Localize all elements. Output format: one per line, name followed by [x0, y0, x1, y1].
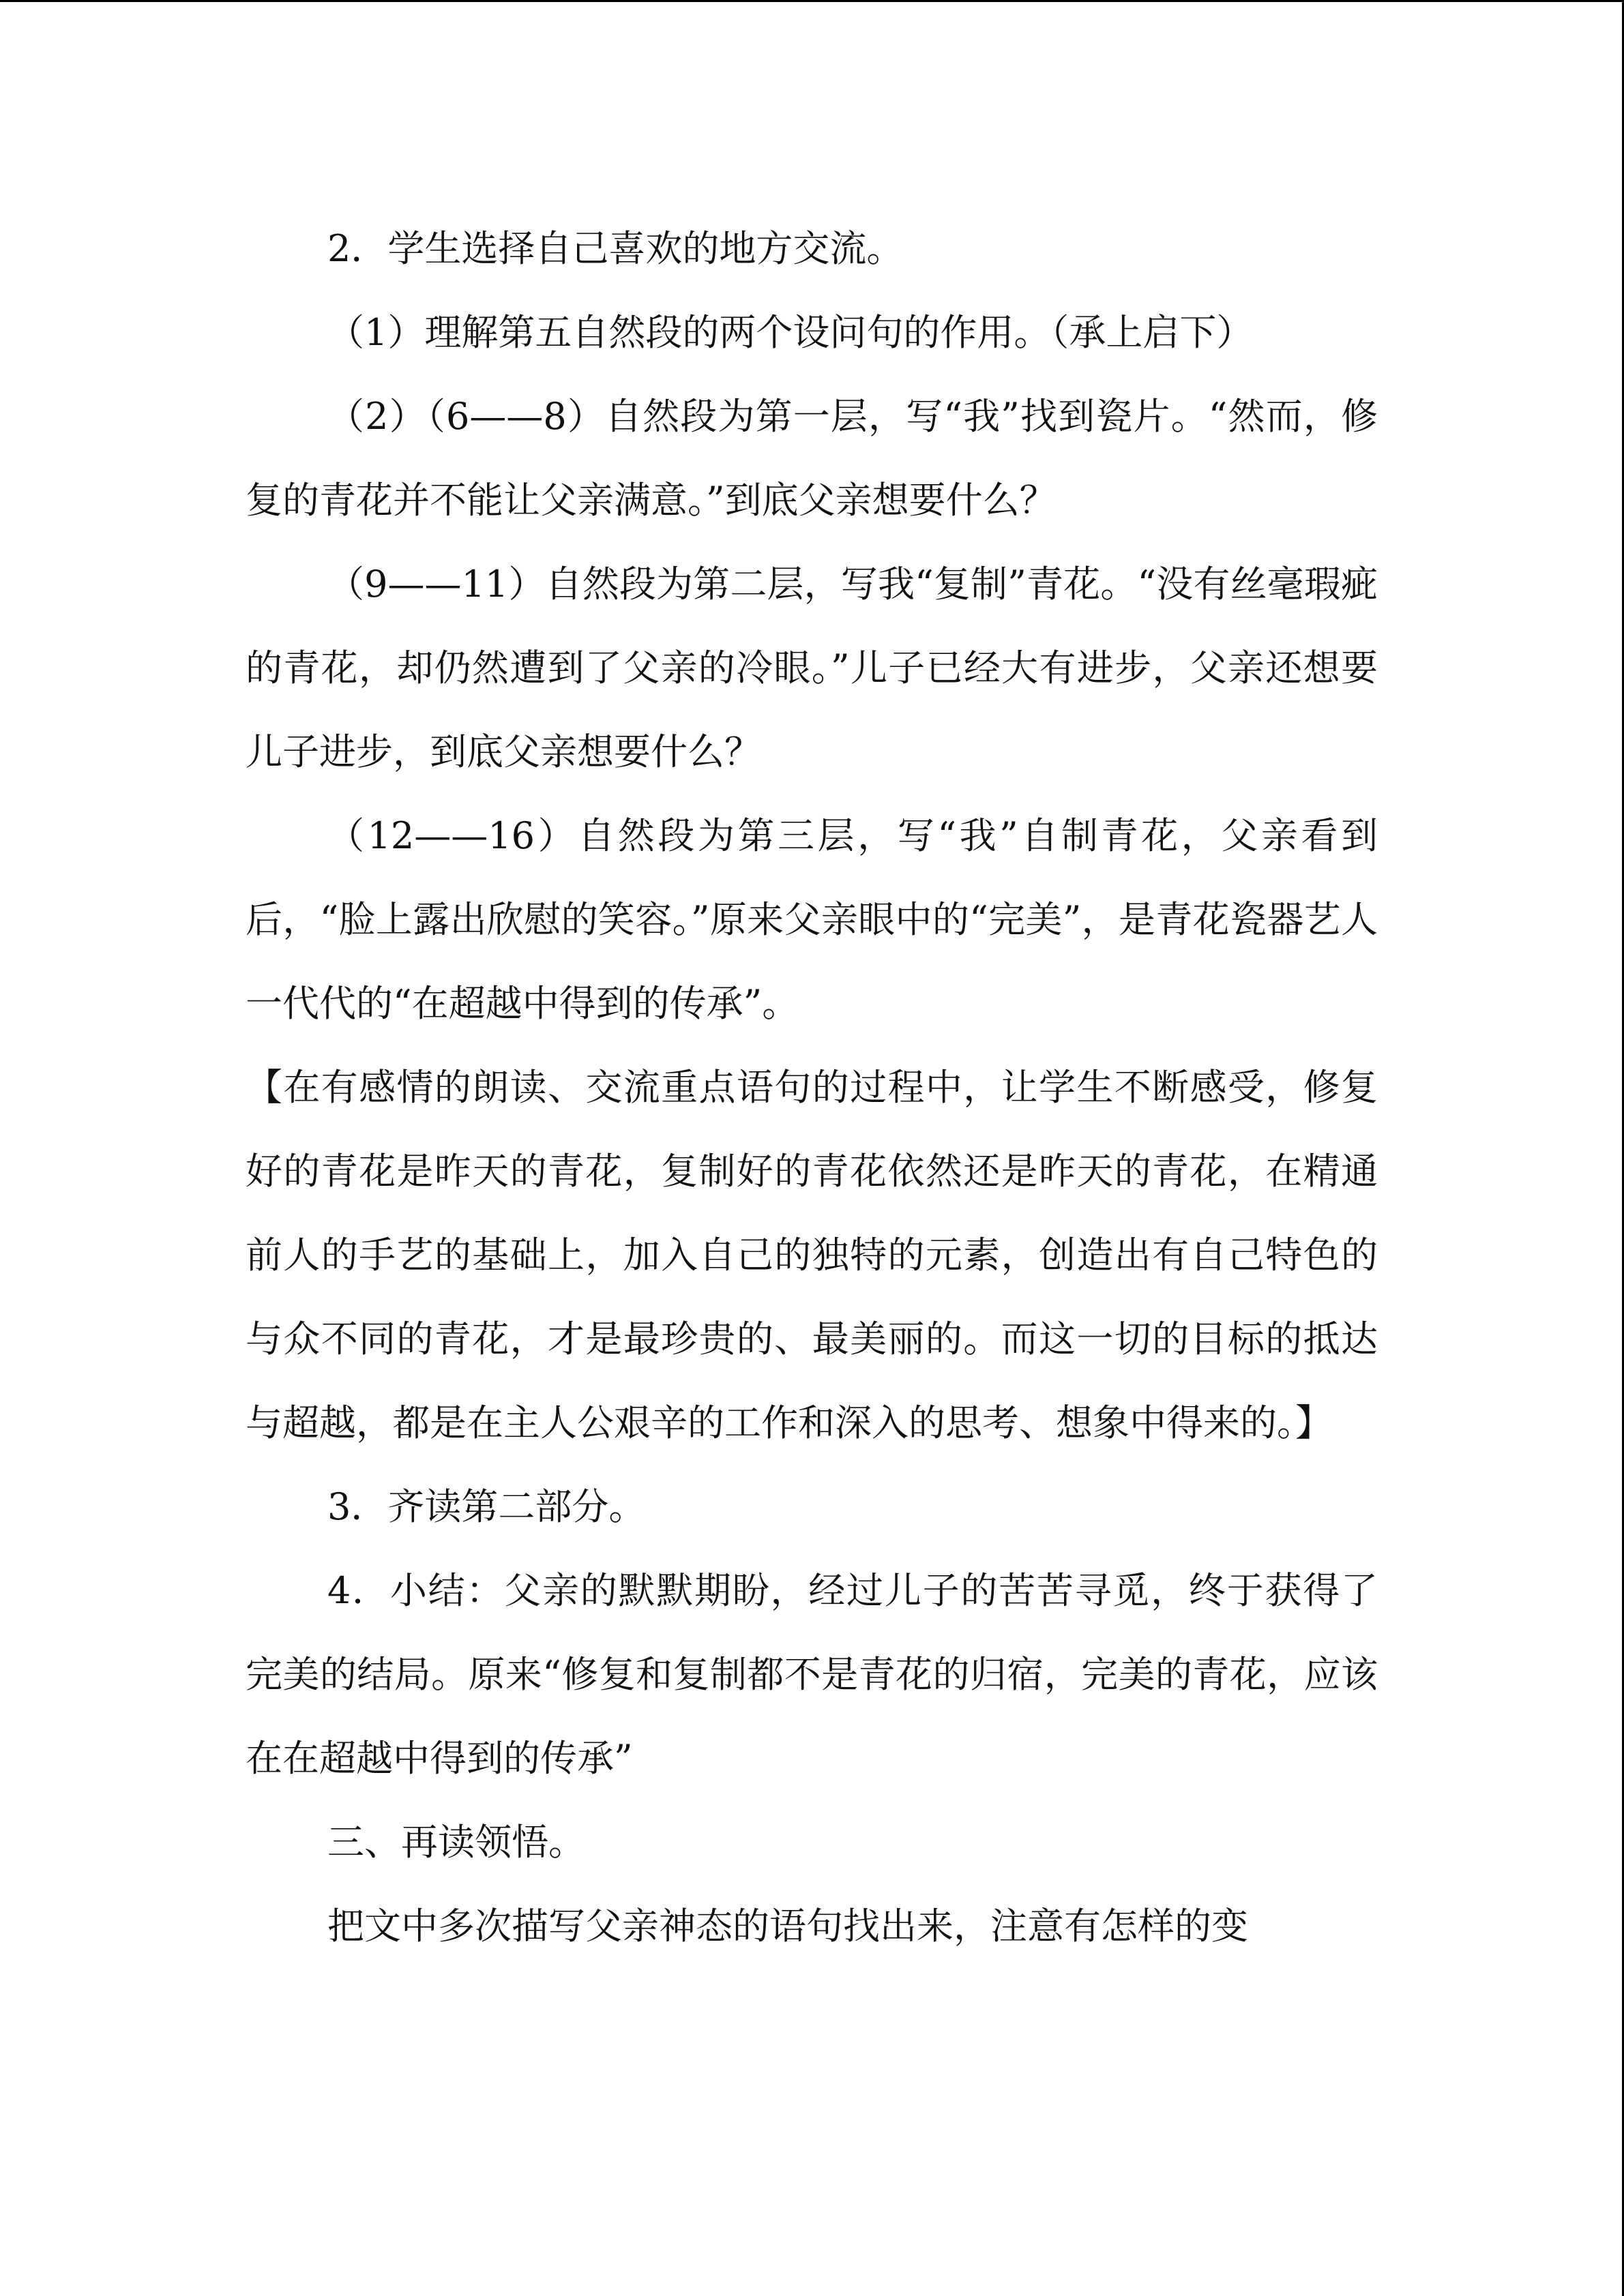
paragraph-summary: 4．小结：父亲的默默期盼，经过儿子的苦苦寻觅，终于获得了完美的结局。原来“修复和复制都不是青花的归宿，完美的青花，应该在在超越中得到的传承” [246, 1569, 1378, 1780]
paragraph-bracket-note: 【在有感情的朗读、交流重点语句的过程中，让学生不断感受，修复好的青花是昨天的青花，复制好的青花依然还是昨天的青花，在精通前人的手艺的基础上，加入自己的独特的元素，创造出有自己特色的与众不同的青花，才是最珍贵的、最美丽的。而这一切的目标的抵达与超越，都是在主人公艰辛的工作和深入的思考、想象中得来的。】 [246, 1066, 1378, 1444]
paragraph-rhetorical-questions: （1）理解第五自然段的两个设问句的作用。（承上启下） [327, 311, 1254, 354]
paragraph-read-together: 3．齐读第二部分。 [327, 1485, 646, 1528]
document-body [246, 207, 1378, 1968]
paragraph-father-expression: 把文中多次描写父亲神态的语句找出来，注意有怎样的变 [327, 1905, 1248, 1948]
paragraph-student-exchange: 2．学生选择自己喜欢的地方交流。 [327, 227, 904, 270]
paragraph-section-heading: 三、再读领悟。 [327, 1821, 585, 1864]
paragraph-second-layer: （9——11）自然段为第二层，写我“复制”青花。“没有丝毫瑕疵的青花，却仍然遭到了父亲的冷眼。”儿子已经大有进步，父亲还想要儿子进步，到底父亲想要什么？ [246, 563, 1378, 773]
paragraph-third-layer: （12——16）自然段为第三层，写“我”自制青花，父亲看到后，“脸上露出欣慰的笑容。”原来父亲眼中的“完美”，是青花瓷器艺人一代代的“在超越中得到的传承”。 [246, 814, 1378, 1025]
paragraph-first-layer: （2）（6——8）自然段为第一层，写“我”找到瓷片。“然而，修复的青花并不能让父亲满意。”到底父亲想要什么？ [246, 395, 1378, 522]
